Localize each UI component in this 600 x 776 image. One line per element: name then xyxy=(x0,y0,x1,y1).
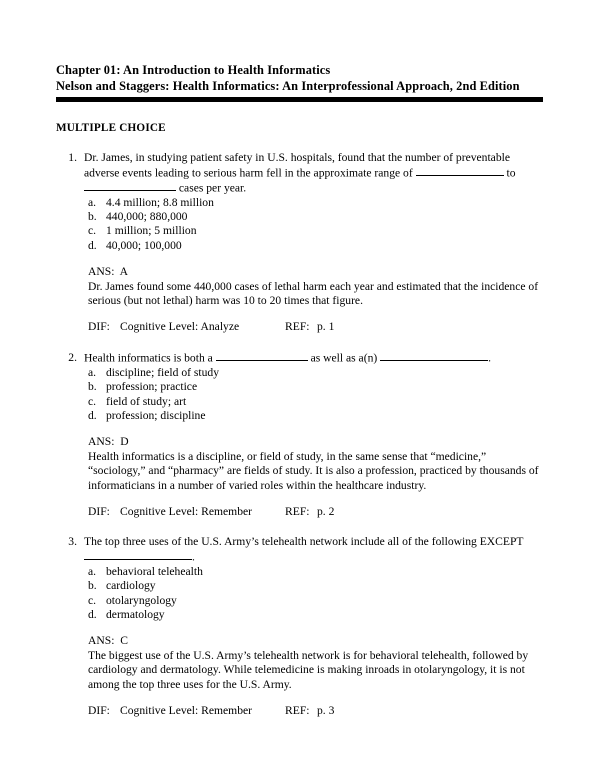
question-stem-row xyxy=(56,351,544,366)
answer-rationale: Dr. James found some 440,000 cases of lethal harm each year and estimated that the incidence of serious (but not lethal) harm was 10 to 20 times that figure. xyxy=(88,279,539,308)
option-text: profession; practice xyxy=(106,380,198,394)
header-line-chapter: Chapter 01: An Introduction to Health Informatics xyxy=(56,63,331,77)
list-item[interactable] xyxy=(56,594,544,608)
answer-blank xyxy=(216,351,308,362)
question-stem-part-1: Health informatics is both a xyxy=(84,351,216,365)
answer-blank xyxy=(84,550,192,561)
question-stem-part-2: as well as a(n) xyxy=(307,351,381,365)
option-letter: d. xyxy=(88,409,97,422)
answer-key-line: ANS: A xyxy=(88,265,128,279)
answer-block xyxy=(56,435,544,493)
header-line-textbook: Nelson and Staggers: Health Informatics: An Interprofessional Approach, 2nd Edition xyxy=(56,79,520,94)
list-item[interactable] xyxy=(56,579,544,593)
document-content xyxy=(56,62,544,718)
answer-rationale: The biggest use of the U.S. Army’s telehealth network is for behavioral telehealth, followed by cardiology and dermatology. While telemedicine is making inroads in otolaryngology, it is not among the top three uses for the U.S. Army. xyxy=(88,648,529,691)
question-number: 3. xyxy=(68,535,77,549)
header-divider-rule xyxy=(56,97,543,102)
option-letter: b. xyxy=(88,210,97,224)
answer-rationale: Health informatics is a discipline, or field of study, in the same sense that “medicine,” “sociology,” and “pharmacy” are fields of study. It is also a profession, practiced by thousands of informaticians in a number of varied roles within the healthcare industry. xyxy=(88,449,539,492)
option-letter: a. xyxy=(88,195,97,209)
list-item[interactable] xyxy=(56,409,544,423)
question-stem xyxy=(84,535,544,564)
option-letter: d. xyxy=(88,238,97,252)
option-letter: a. xyxy=(88,365,97,379)
question-block xyxy=(56,535,544,718)
option-text: 40,000; 100,000 xyxy=(106,238,182,252)
ref-value: p. 1 xyxy=(317,320,335,334)
list-item[interactable] xyxy=(56,210,544,224)
answer-blank xyxy=(380,351,488,362)
question-stem xyxy=(84,151,544,195)
option-text: 4.4 million; 8.8 million xyxy=(106,195,214,209)
option-text: 440,000; 880,000 xyxy=(106,210,188,224)
section-heading-multiple-choice: MULTIPLE CHOICE xyxy=(56,122,166,135)
option-letter: c. xyxy=(88,394,97,408)
option-letter: a. xyxy=(88,564,97,578)
option-letter: c. xyxy=(88,224,97,238)
list-item[interactable] xyxy=(56,565,544,579)
question-stem-part-3: cases per year. xyxy=(176,181,247,195)
answer-key-line: ANS: D xyxy=(88,435,129,449)
question-stem-row xyxy=(56,535,544,564)
answer-block xyxy=(56,265,544,308)
question-metadata xyxy=(56,704,544,718)
option-list xyxy=(56,565,544,623)
list-item[interactable] xyxy=(56,380,544,394)
answer-key-line: ANS: C xyxy=(88,634,128,648)
question-stem-part-2: . xyxy=(192,550,195,564)
option-text: otolaryngology xyxy=(106,593,177,607)
question-stem-part-2: to xyxy=(503,166,516,180)
dif-value: Cognitive Level: Remember xyxy=(120,704,253,717)
option-list xyxy=(56,366,544,424)
answer-block xyxy=(56,634,544,692)
list-item[interactable] xyxy=(56,366,544,380)
list-item[interactable] xyxy=(56,224,544,238)
question-block xyxy=(56,151,544,334)
list-item[interactable] xyxy=(56,395,544,409)
option-text: behavioral telehealth xyxy=(106,564,203,578)
option-text: 1 million; 5 million xyxy=(106,224,197,238)
option-text: field of study; art xyxy=(106,394,187,408)
question-block xyxy=(56,351,544,520)
question-stem-row xyxy=(56,151,544,195)
answer-blank xyxy=(84,181,176,192)
list-item[interactable] xyxy=(56,608,544,622)
question-number: 2. xyxy=(68,350,77,364)
question-metadata xyxy=(56,320,544,334)
question-stem-part-3: . xyxy=(488,351,492,365)
ref-label: REF: xyxy=(285,505,310,519)
dif-label: DIF: xyxy=(88,505,110,519)
option-text: profession; discipline xyxy=(106,409,206,422)
dif-value: Cognitive Level: Analyze xyxy=(120,320,240,334)
question-metadata xyxy=(56,505,544,519)
ref-label: REF: xyxy=(285,704,310,717)
option-text: cardiology xyxy=(106,579,156,593)
document-header xyxy=(56,62,544,94)
ref-value: p. 3 xyxy=(317,704,335,717)
question-stem-part-1: The top three uses of the U.S. Army’s telehealth network include all of the following EXCEPT xyxy=(84,535,524,549)
dif-label: DIF: xyxy=(88,320,110,334)
option-list xyxy=(56,196,544,254)
ref-value: p. 2 xyxy=(317,505,335,519)
question-stem xyxy=(84,351,544,366)
list-item[interactable] xyxy=(56,196,544,210)
option-letter: d. xyxy=(88,607,97,621)
question-number: 1. xyxy=(68,151,77,165)
ref-label: REF: xyxy=(285,320,310,334)
dif-label: DIF: xyxy=(88,704,110,717)
list-item[interactable] xyxy=(56,239,544,253)
option-text: dermatology xyxy=(106,607,165,621)
option-text: discipline; field of study xyxy=(106,365,220,379)
option-letter: b. xyxy=(88,579,97,593)
answer-blank xyxy=(416,166,504,177)
option-letter: b. xyxy=(88,380,97,394)
dif-value: Cognitive Level: Remember xyxy=(120,505,253,519)
question-stem-part-1: Dr. James, in studying patient safety in U.S. hospitals, found that the number of preventable adverse events leading to serious harm fell in the approximate range of xyxy=(84,151,510,180)
option-letter: c. xyxy=(88,593,97,607)
